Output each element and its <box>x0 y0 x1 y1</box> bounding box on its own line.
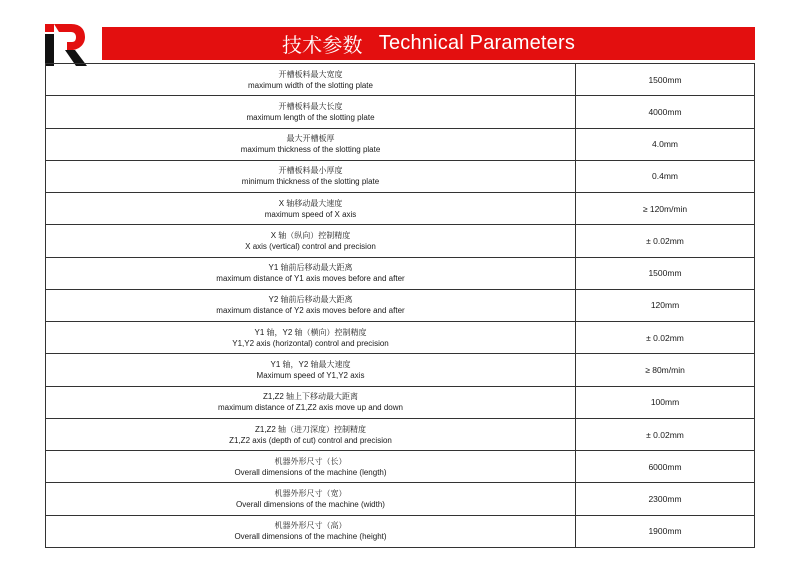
parameter-name-cn: Y2 轴前后移动最大距离 <box>268 295 353 305</box>
parameter-name-cn: 最大开槽板厚 <box>286 134 335 144</box>
parameter-label <box>46 354 576 385</box>
parameter-value: 0.4mm <box>652 171 678 182</box>
parameter-name-en: maximum distance of Y2 axis moves before and after <box>216 306 405 316</box>
parameter-name-cn: 开槽板料最大宽度 <box>278 69 343 79</box>
parameter-label <box>46 193 576 224</box>
parameter-value: ± 0.02mm <box>646 235 684 246</box>
parameter-label <box>46 419 576 450</box>
parameter-label <box>46 64 576 95</box>
table-row <box>46 160 754 192</box>
parameter-name-en: Overall dimensions of the machine (width) <box>236 500 385 510</box>
parameter-label <box>46 322 576 353</box>
parameter-label <box>46 451 576 482</box>
parameter-name-en: maximum thickness of the slotting plate <box>240 145 381 155</box>
table-row <box>46 257 754 289</box>
technical-parameters-table <box>45 63 755 548</box>
parameter-label <box>46 225 576 256</box>
parameter-label <box>46 290 576 321</box>
parameter-value: 1500mm <box>648 268 682 279</box>
title-chinese: 技术参数 <box>281 35 363 57</box>
title-english: Technical Parameters <box>378 32 576 54</box>
parameter-value: ≥ 120m/min <box>642 203 688 214</box>
table-row <box>46 386 754 418</box>
parameter-name-en: maximum distance of Y1 axis moves before and after <box>216 274 405 284</box>
parameter-name-cn: 机器外形尺寸（长） <box>274 456 347 466</box>
parameter-value: ± 0.02mm <box>646 429 684 440</box>
parameter-name-cn: X 轴移动最大速度 <box>278 198 343 208</box>
parameter-name-cn: Z1,Z2 轴上下移动最大距离 <box>262 392 359 402</box>
parameter-name-cn: 开槽板料最小厚度 <box>278 166 343 176</box>
parameter-value: 120mm <box>650 300 680 311</box>
parameter-value: 1500mm <box>648 74 682 85</box>
parameter-name-en: Maximum speed of Y1,Y2 axis <box>256 371 365 381</box>
table-row <box>46 321 754 353</box>
r-logo-icon <box>45 22 87 66</box>
table-row <box>46 95 754 127</box>
parameter-name-cn: Z1,Z2 轴（进刀深度）控制精度 <box>254 424 367 434</box>
parameter-name-cn: 开槽板料最大长度 <box>278 101 343 111</box>
parameter-name-en: minimum thickness of the slotting plate <box>241 177 380 187</box>
parameter-name-en: maximum speed of X axis <box>264 209 357 219</box>
parameter-name-cn: Y1 轴前后移动最大距离 <box>268 263 353 273</box>
table-row <box>46 450 754 482</box>
parameter-label <box>46 387 576 418</box>
parameter-name-cn: Y1 轴，Y2 轴（横向）控制精度 <box>254 327 367 337</box>
parameter-name-en: Overall dimensions of the machine (height) <box>234 532 387 542</box>
parameter-label <box>46 161 576 192</box>
parameter-name-en: Y1,Y2 axis (horizontal) control and precision <box>232 338 389 348</box>
parameter-label <box>46 129 576 160</box>
table-row <box>46 353 754 385</box>
parameter-value: ≥ 80m/min <box>645 365 685 376</box>
parameter-name-en: Overall dimensions of the machine (length) <box>234 467 387 477</box>
parameter-name-en: maximum width of the slotting plate <box>248 80 373 90</box>
parameter-value: 1900mm <box>648 526 682 537</box>
table-row <box>46 64 754 95</box>
parameter-label <box>46 483 576 514</box>
table-row <box>46 224 754 256</box>
parameter-value: 4000mm <box>648 106 682 117</box>
title-banner <box>102 27 755 60</box>
table-row <box>46 128 754 160</box>
parameter-label <box>46 96 576 127</box>
parameter-value: 100mm <box>650 397 680 408</box>
parameter-name-en: maximum length of the slotting plate <box>246 112 375 122</box>
parameter-label <box>46 516 576 547</box>
parameter-name-cn: Y1 轴，Y2 轴最大速度 <box>270 360 351 370</box>
parameter-name-cn: X 轴（纵向）控制精度 <box>270 230 351 240</box>
parameter-name-cn: 机器外形尺寸（宽） <box>274 489 347 499</box>
parameter-name-en: X axis (vertical) control and precision <box>245 241 376 251</box>
parameter-name-en: maximum distance of Z1,Z2 axis move up and down <box>218 403 403 413</box>
parameter-name-en: Z1,Z2 axis (depth of cut) control and precision <box>229 435 392 445</box>
parameter-value: 6000mm <box>648 461 682 472</box>
table-row <box>46 482 754 514</box>
table-row <box>46 515 754 547</box>
table-row <box>46 289 754 321</box>
parameter-value: ± 0.02mm <box>646 332 684 343</box>
parameter-value: 4.0mm <box>652 139 678 150</box>
parameter-name-cn: 机器外形尺寸（高） <box>274 521 347 531</box>
parameter-label <box>46 258 576 289</box>
table-row <box>46 192 754 224</box>
parameter-value: 2300mm <box>648 494 682 505</box>
table-row <box>46 418 754 450</box>
